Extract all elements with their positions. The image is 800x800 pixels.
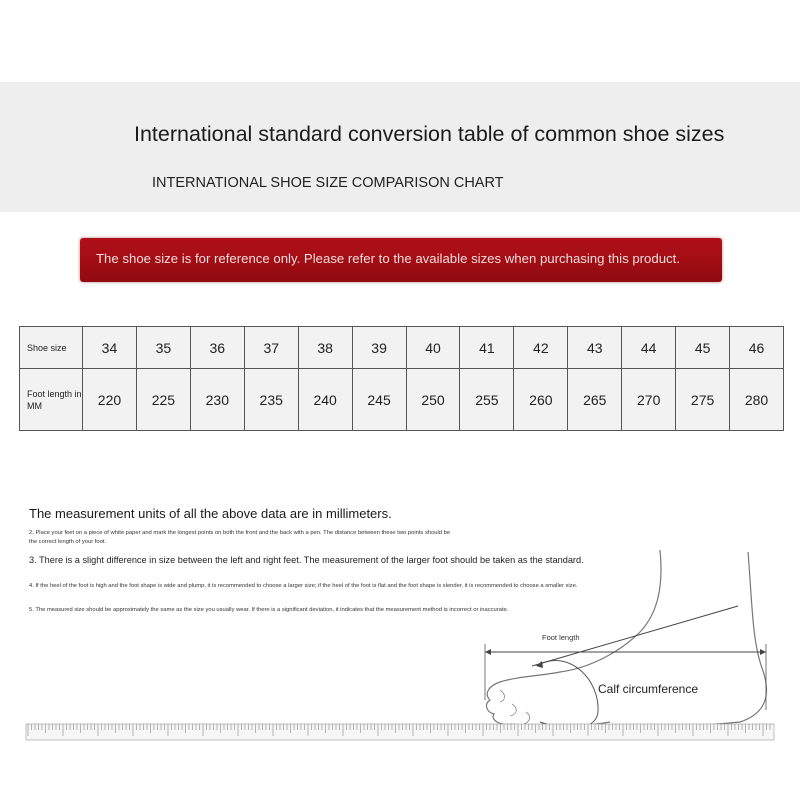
reference-banner [80, 238, 722, 282]
arrow-left-icon [485, 649, 491, 655]
leg-back-outline [740, 552, 767, 722]
foot-measurement-illustration [0, 540, 800, 800]
shoe-size-cell: 38 [298, 327, 352, 369]
arrow-right-icon [760, 649, 766, 655]
foot-outline [487, 672, 610, 727]
banner-text: The shoe size is for reference only. Please refer to the available sizes when purchasing this product. [96, 251, 680, 266]
foot-length-label: Foot length in MM [20, 369, 83, 431]
foot-length-cell: 275 [676, 369, 730, 431]
foot-length-cell: 220 [83, 369, 137, 431]
foot-length-cell: 270 [622, 369, 676, 431]
toe-lines [500, 690, 530, 724]
shoe-size-cell: 45 [676, 327, 730, 369]
foot-length-cell: 265 [568, 369, 622, 431]
foot-length-row [20, 369, 784, 431]
foot-length-cell: 235 [244, 369, 298, 431]
foot-length-cell: 240 [298, 369, 352, 431]
shoe-size-cell: 44 [622, 327, 676, 369]
foot-length-cell: 260 [514, 369, 568, 431]
shoe-size-cell: 43 [568, 327, 622, 369]
foot-length-cell: 230 [190, 369, 244, 431]
foot-length-cell: 245 [352, 369, 406, 431]
foot-length-cell: 280 [730, 369, 784, 431]
shoe-size-row [20, 327, 784, 369]
foot-length-label: Foot length [542, 633, 580, 642]
foot-length-cell: 250 [406, 369, 460, 431]
shoe-size-cell: 41 [460, 327, 514, 369]
size-table [19, 326, 784, 431]
shoe-size-cell: 37 [244, 327, 298, 369]
shoe-size-cell: 40 [406, 327, 460, 369]
foot-length-cell: 225 [136, 369, 190, 431]
header-band [0, 82, 800, 212]
shoe-size-cell: 34 [83, 327, 137, 369]
calf-circumference-label: Calf circumference [598, 682, 699, 696]
shoe-size-cell: 35 [136, 327, 190, 369]
note-deviation: 5. The measured size should be approximately the same as the size you usually wear. If there is a significant deviation, it indicates that the measurement method is incorrect or inaccurate. [29, 607, 509, 613]
page-subtitle: INTERNATIONAL SHOE SIZE COMPARISON CHART [152, 175, 504, 191]
page-title: International standard conversion table of common shoe sizes [134, 122, 725, 146]
note-left-right: 3. There is a slight difference in size between the left and right feet. The measurement of the larger foot should be taken as the standard. [29, 555, 584, 565]
foot-length-cell: 255 [460, 369, 514, 431]
note-measure-method: 2. Place your feet on a piece of white paper and mark the longest points on both the front and the back with a pen. The distance between these two points should be the correct length of your foot. [29, 530, 451, 545]
shoe-size-cell: 39 [352, 327, 406, 369]
note-foot-shape: 4. If the heel of the foot is high and the foot shape is wide and plump, it is recommended to choose a larger size; if the heel of the foot is flat and the foot shape is slender, it is recommended to choose a smaller size. [29, 583, 578, 589]
note-units: The measurement units of all the above data are in millimeters. [29, 506, 392, 521]
shoe-size-cell: 46 [730, 327, 784, 369]
shoe-size-label: Shoe size [20, 327, 83, 369]
shoe-size-cell: 36 [190, 327, 244, 369]
shoe-size-cell: 42 [514, 327, 568, 369]
